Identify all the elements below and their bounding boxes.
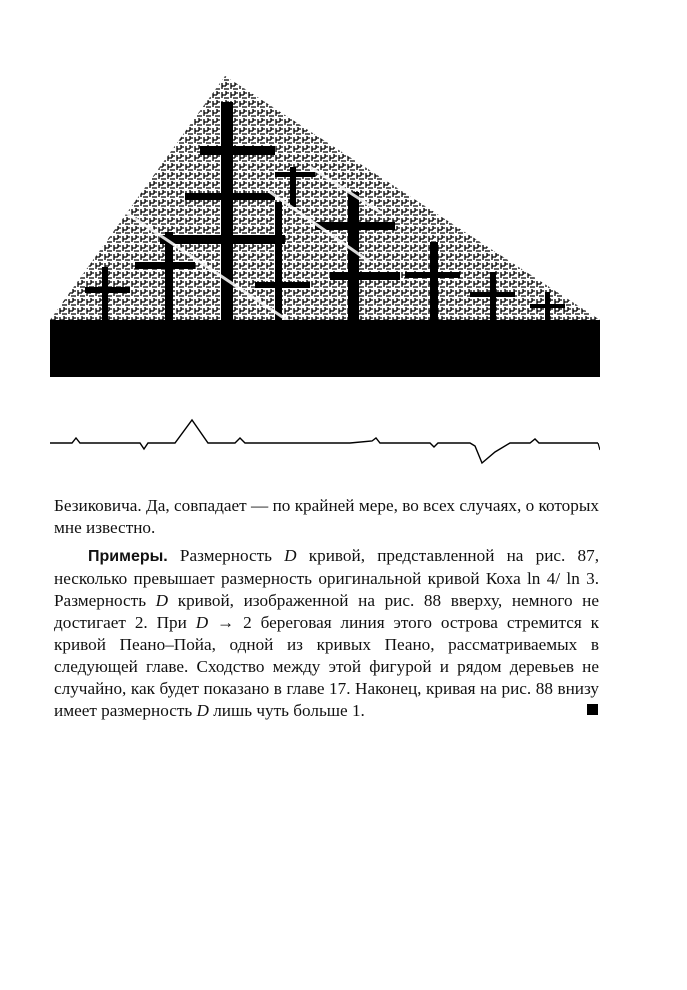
math-d: D <box>284 546 297 565</box>
math-ln-ratio: ln 4/ ln 3 <box>527 569 595 588</box>
math-d: D <box>195 613 209 632</box>
examples-lead: Примеры. <box>88 548 168 565</box>
paragraph-examples <box>54 545 599 722</box>
text-run: лишь чуть больше 1. <box>208 701 365 720</box>
coastline-curve <box>50 420 598 463</box>
fractal-tree-figure <box>50 72 600 377</box>
math-d: D <box>155 591 169 610</box>
fractal-triangle-body <box>50 76 600 320</box>
fractal-base <box>50 320 600 377</box>
math-d: D <box>196 701 209 720</box>
text-run: . Размерность <box>54 569 599 610</box>
math-arrow: → 2 <box>208 613 252 632</box>
end-of-proof-square-icon <box>587 704 598 715</box>
text-run: кривой, изображенной на рис. 88 вверху, немного не достигает 2. При <box>54 591 600 632</box>
fractal-coastline-figure <box>50 412 600 474</box>
text-run: кривой, представленной на рис. 87, несколько превышает размерность оригинальной кривой Коха <box>54 546 599 588</box>
text-run: береговая линия этого острова стремится к кривой Пеано–Пойа, одной из кривых Пеано, рассматриваемых в следующей главе. Сходство между этой фигурой и рядом деревьев не случайно, как будет показано в главе 17. Наконец, кривая на рис. 88 внизу имеет размерность <box>54 613 599 720</box>
paragraph-continuation: Безиковича. Да, совпадает — по крайней мере, во всех случаях, о которых мне известно. <box>54 496 599 537</box>
text-run: Размерность <box>167 546 285 565</box>
